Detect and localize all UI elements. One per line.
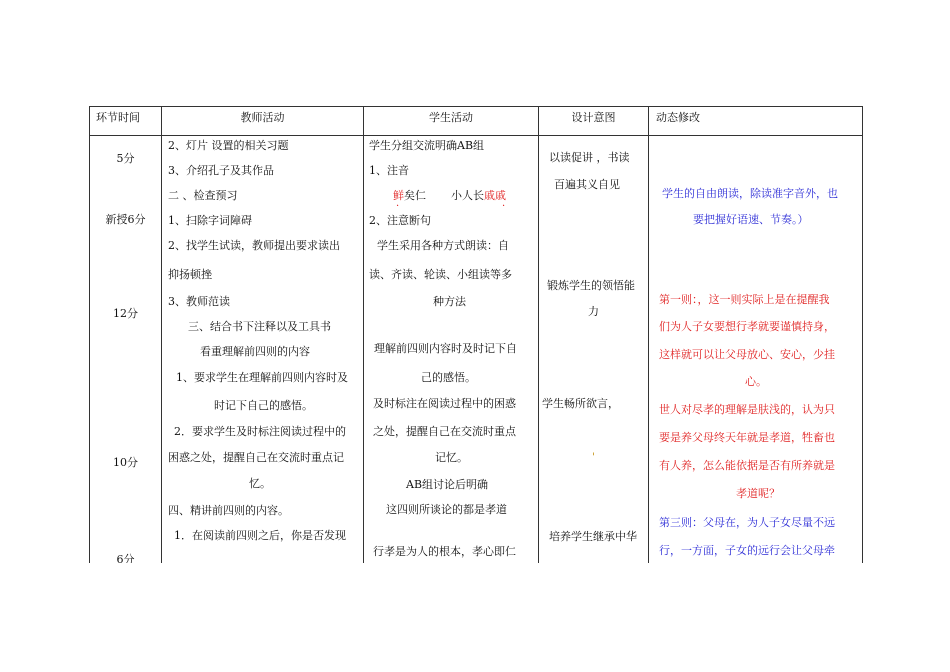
time-cell: 6分 [116,553,135,563]
lesson-plan-table [89,106,863,563]
dynamic-note-red: 世人对尽孝的理解是肤浅的，认为只 [659,403,835,416]
teacher-line: 2．要求学生及时标注阅读过程中的 [174,425,346,438]
design-line: 以读促讲 ，书读 [549,151,630,164]
teacher-line: 三、结合书下注释以及工具书 [188,320,331,333]
header-time: 环节时间 [96,111,140,124]
student-line: 学生分组交流明确AB组 [369,139,485,152]
teacher-line: 困惑之处，提醒自己在交流时重点记 [168,451,344,464]
time-cell: 5分 [116,152,135,165]
student-line: 记忆。 [435,451,468,464]
teacher-line: 时记下自己的感悟。 [214,399,313,412]
header-design: 设计意图 [571,111,616,124]
teacher-line: 2、找学生试读，教师提出要求读出 [168,239,340,252]
dynamic-note-blue: 学生的自由朗读，除读准字音外，也 [662,187,838,200]
time-cell: 12分 [113,307,138,320]
emphasis-dot: · [502,201,506,212]
student-line: 2、注意断句 [369,214,431,227]
dynamic-note-red: 第一则：，这一则实际上是在提醒我 [659,293,830,306]
marked-chars: 戚戚 [484,189,506,202]
student-line: 理解前四则内容时及时记下自 [374,342,517,355]
teacher-line: 看重理解前四则的内容 [200,345,310,358]
column-divider [648,107,649,563]
column-divider [538,107,539,563]
stray-mark: ' [592,452,595,463]
header-divider [90,135,862,136]
header-teacher: 教师活动 [240,111,285,124]
teacher-line: 3、教师范读 [168,295,230,308]
design-line: 学生畅所欲言， [542,397,619,410]
time-cell: 新授6分 [105,213,146,226]
dynamic-note-red: 们为人子女要想行孝就要谨慎持身， [659,320,835,333]
teacher-line: 1．在阅读前四则之后，你是否发现 [174,529,346,542]
marked-char: 鲜 [393,189,404,202]
dynamic-note-red: 有人养，怎么能依据是否有所养就是 [659,459,835,472]
emphasis-dot: · [396,201,400,212]
teacher-line: 抑扬顿挫 [168,268,212,281]
header-student: 学生活动 [429,111,473,124]
student-line: 及时标注在阅读过程中的困惑 [373,397,516,410]
student-line: 1、注音 [369,164,409,177]
teacher-line: 3、介绍孔子及其作品 [168,164,274,177]
teacher-line: 二 、检查预习 [168,189,238,202]
teacher-line: 1、要求学生在理解前四则内容时及 [176,371,348,384]
design-line: 锻炼学生的领悟能 [547,279,635,292]
student-line: 这四则所谈论的都是孝道 [386,503,507,516]
dynamic-note-red: 要是养父母终天年就是孝道，牲畜也 [659,431,835,444]
header-dynamic: 动态修改 [656,111,700,124]
dynamic-note-blue: 行，一方面，子女的远行会让父母牵 [659,544,835,557]
teacher-line: 2、灯片 设置的相关习题 [168,139,289,152]
dynamic-note-red: 孝道呢？ [736,487,780,500]
dynamic-note-blue: 第三则：父母在，为人子女尽量不远 [659,516,835,529]
pinyin-word-2: 小人长戚戚 [451,189,506,202]
column-divider [161,107,162,563]
design-line: 力 [588,305,599,318]
design-line: 百遍其义自见 [554,178,620,191]
dynamic-note-blue: 要把握好语速、节奏。） [693,213,809,226]
teacher-line: 忆。 [249,477,271,490]
column-divider [363,107,364,563]
student-line: 己的感悟。 [421,371,476,384]
teacher-line: 四、精讲前四则的内容。 [168,504,289,517]
student-line: 学生采用各种方式朗读：自 [377,239,509,252]
student-line: 读、齐读、轮读、小组读等多 [369,268,512,281]
time-cell: 10分 [113,456,138,469]
student-line: 之处，提醒自己在交流时重点 [373,425,516,438]
teacher-line: 1、扫除字词障碍 [168,214,252,227]
dynamic-note-red: 这样就可以让父母放心、安心，少挂 [659,348,835,361]
student-line: 行孝是为人的根本，孝心即仁 [373,545,516,558]
design-line: 培养学生继承中华 [549,530,637,543]
student-line: AB组讨论后明确 [406,478,489,491]
student-line: 种方法 [433,295,466,308]
pinyin-word-1: 鲜矣仁 [393,189,426,202]
dynamic-note-red: 心。 [745,375,767,388]
